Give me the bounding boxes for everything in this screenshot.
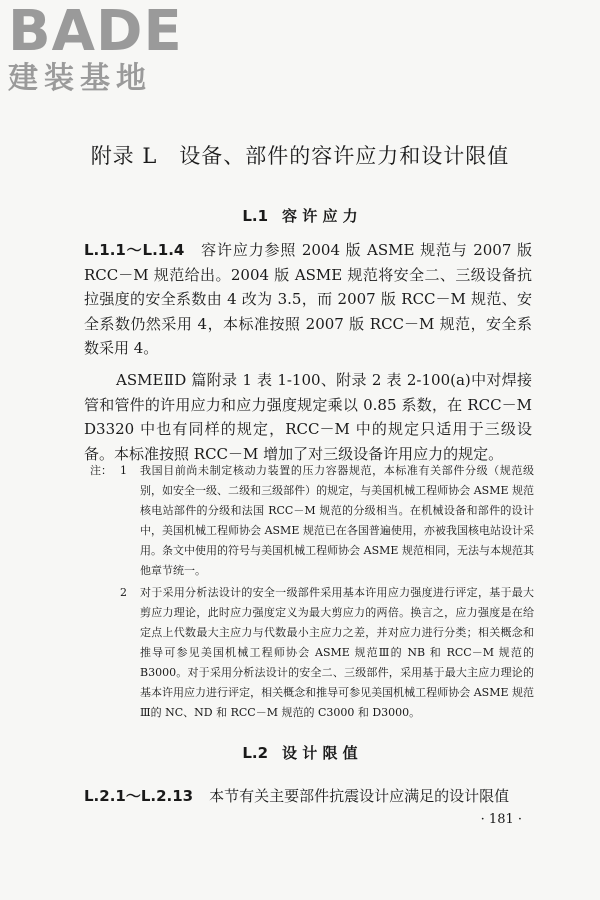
paragraph-text: 容许应力参照 2004 版 ASME 规范与 2007 版 RCC－M 规范给出。2004 版 ASME 规范将安全二、三级设备抗拉强度的安全系数由 4 改为 3.5，而 2007 版 RCC－M 规范、安全系数仍然采用 4，本标准按照 2007 版 RCC－M 规范，安全系数采用 4。 bbox=[84, 241, 532, 357]
logo-subtitle: 建装基地 bbox=[8, 61, 152, 96]
page-title: 附录 L 设备、部件的容许应力和设计限值 bbox=[90, 144, 510, 168]
section-heading-l1 bbox=[0, 205, 600, 226]
clause-number: L.2.1～L.2.13 bbox=[84, 787, 194, 805]
clause-number: L.1.1～L.1.4 bbox=[84, 241, 185, 259]
note-number: 1 bbox=[120, 464, 127, 477]
paragraph-asme-welded-pipes: ASMEⅡD 篇附录 1 表 1-100、附录 2 表 2-100(a)中对焊接管和管件的许用应力和应力强度规定乘以 0.85 系数，在 RCC－M D3320 中也有同样的规定，RCC－M 中的规定只适用于三级设备。本标准按照 RCC－M 增加了对三级设备许用应力的规定。 bbox=[84, 371, 532, 463]
note-text: 对于采用分析法设计的安全一级部件采用基本许用应力强度进行评定，基于最大剪应力理论，此时应力强度定义为最大剪应力的两倍。换言之，应力强度是在给定点上代数最大主应力与代数最小主应力之差，并对应力进行分类；相关概念和推导可参见美国机械工程师协会 ASME 规范Ⅲ的 NB 和 RCC－M 规范的 B3000。对于采用分析法设计的安全二、三级部件，采用基于最大主应力理论的基本许用应力进行评定，相关概念和推导可参见美国机械工程师协会 ASME 规范Ⅲ的 NC、ND 和 RCC－M 规范的 C3000 和 D3000。 bbox=[140, 586, 534, 719]
note-number: 2 bbox=[120, 586, 127, 599]
note-item bbox=[84, 461, 534, 581]
note-label: 注： bbox=[90, 464, 112, 477]
section-number: L.2 bbox=[242, 744, 269, 762]
section-title: 设 计 限 值 bbox=[282, 744, 358, 762]
paragraph-text: 本节有关主要部件抗震设计应满足的设计限值 bbox=[209, 787, 510, 805]
section-title: 容 许 应 力 bbox=[282, 207, 358, 225]
paragraph-l1-1-to-l1-4 bbox=[84, 238, 532, 361]
brand-logo bbox=[8, 0, 183, 96]
section-number: L.1 bbox=[242, 207, 269, 225]
logo-brand-text: BADE bbox=[8, 0, 183, 64]
section-heading-l2 bbox=[0, 742, 600, 763]
note-text: 我国目前尚未制定核动力装置的压力容器规范，本标准有关部件分级（规范级别，如安全一级、二级和三级部件）的规定，与美国机械工程师协会 ASME 规范核电站部件的分级和法国 RCC－M 规范的分级相当。在机械设备和部件的设计中，美国机械工程师协会 ASME 规范已在各国普遍使用，亦被我国核电站设计采用。条文中使用的符号与美国机械工程师协会 ASME 规范相同，无法与本规范其他章节统一。 bbox=[140, 464, 534, 577]
paragraph-l2-1-to-l2-13 bbox=[84, 784, 532, 809]
note-item bbox=[84, 583, 534, 723]
notes-block bbox=[84, 461, 534, 725]
page-number: · 181 · bbox=[480, 812, 522, 827]
